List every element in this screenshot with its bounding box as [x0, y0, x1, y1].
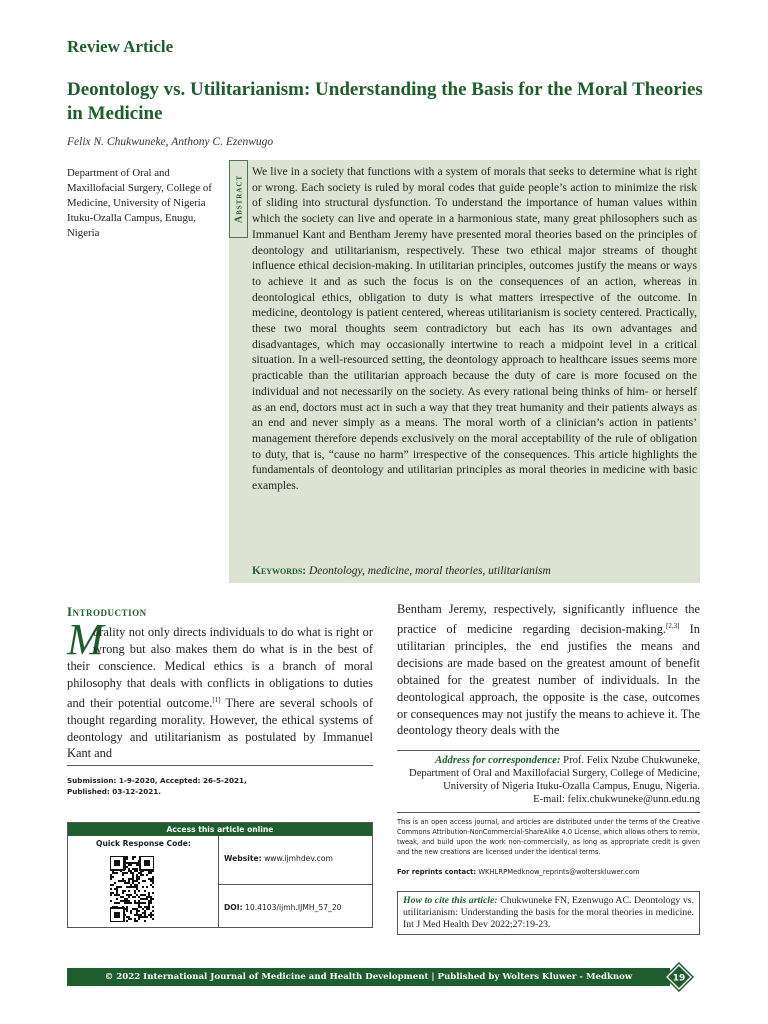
- website-link[interactable]: www.ijmhdev.com: [264, 854, 333, 863]
- divider: [397, 812, 700, 813]
- reprints-contact: [397, 868, 640, 876]
- divider: [67, 765, 373, 766]
- citation-box: [397, 891, 700, 935]
- qr-label: Quick Response Code:: [96, 839, 191, 848]
- correspondence-name: Prof. Felix Nzube Chukwuneke,: [563, 755, 700, 766]
- doi-link[interactable]: 10.4103/ijmh.IJMH_57_20: [245, 903, 342, 912]
- submission-dates: [67, 775, 247, 797]
- correspondence-address: [397, 754, 700, 806]
- correspondence-email[interactable]: E-mail: felix.chukwuneke@unn.edu.ng: [533, 794, 700, 805]
- keywords: [252, 565, 697, 577]
- reference-2-3[interactable]: [2,3]: [666, 621, 680, 630]
- abstract-label-text: Abstract: [233, 174, 244, 224]
- divider: [218, 836, 219, 928]
- authors: Felix N. Chukwuneke, Anthony C. Ezenwugo: [67, 136, 274, 148]
- intro-left-text: orality not only directs individuals to do what is right or wrong but also makes them do what is in the best of their conscience. Medical ethics is a branch of moral philosophy that deals with conflicts in obligations to duties and their potential outcome.: [67, 625, 373, 710]
- introduction-left-column: [67, 624, 373, 762]
- reprints-label: For reprints contact:: [397, 868, 477, 876]
- introduction-right-column: [397, 601, 700, 739]
- footer-text: © 2022 International Journal of Medicine and Health Development | Published by Wolters Kluwer - Medknow: [104, 972, 633, 982]
- article-title: Deontology vs. Utilitarianism: Understanding the Basis for the Moral Theories in Medicine: [67, 79, 703, 124]
- correspondence-label: Address for correspondence:: [435, 755, 561, 766]
- website-label: Website:: [224, 854, 262, 863]
- keywords-label: Keywords:: [252, 565, 307, 577]
- page-number-badge: [664, 962, 694, 992]
- intro-left-text-2: There are several schools of thought regarding morality. However, the ethical systems of deontology and utilitarianism as postulated by Immanuel Kant and: [67, 695, 373, 761]
- divider: [218, 884, 373, 885]
- drop-cap: M: [67, 615, 104, 664]
- affiliation: Department of Oral and Maxillofacial Surgery, College of Medicine, University of Nigeria Ituku-Ozalla Campus, Enugu, Nigeria: [67, 167, 212, 239]
- dates-line-2: Published: 03-12-2021.: [67, 787, 161, 796]
- website: [224, 854, 333, 863]
- intro-right-text: Bentham Jeremy, respectively, significantly influence the practice of medicine regarding decision-making.: [397, 602, 700, 637]
- keywords-value: Deontology, medicine, moral theories, utilitarianism: [309, 565, 551, 577]
- access-article-box: [67, 822, 373, 928]
- introduction-heading: Introduction: [67, 604, 147, 619]
- open-access-notice: This is an open access journal, and articles are distributed under the terms of the Creative Commons Attribution-NonCommercial-ShareAlike 4.0 License, which allows others to remix, tweak, and build upon the work non-commercially, as long as appropriate credit is given and the new creations are licensed under the identical terms.: [397, 818, 700, 856]
- article-type: Review Article: [67, 37, 174, 56]
- correspondence-line-3: University of Nigeria Ituku-Ozalla Campus, Enugu, Nigeria.: [443, 781, 700, 792]
- cite-label: How to cite this article:: [403, 895, 498, 906]
- reprints-email[interactable]: WKHLRPMedknow_reprints@wolterskluwer.com: [478, 868, 640, 876]
- abstract-text: We live in a society that functions with a system of morals that seeks to determine what is right or wrong. Each society is ruled by moral codes that guide people’s action to minimize the risk of sliding into structural dysfunction. To understand the importance of human values within which the society can live and operate in a harmonious state, many great philosophers such as Immanuel Kant and Bentham Jeremy have presented moral theories based on the principles of deontology and utilitarianism, respectively. These two ethical major streams of thought influence ethical decision-making. In utilitarian principles, outcomes justify the means or ways to achieve it and as such the focus is on the consequences of an action, whereas in deontological ethics, obligation to duty is what matters irrespective of the outcome. In medicine, deontology is patient centered, whereas utilitarianism is society centered. Practically, these two moral thoughts seem contradictory but each has its own advantages and disadvantages, which may occasionally intertwine to reach a midpoint level in a critical situation. In a well-resourced setting, the deontology approach to healthcare issues seems more practicable than the utilitarian approach because the duty of care is more focused on the individual and not necessarily on the society. As every rational being thinks of him- or herself as an end, doctors must act in such a way that they treat humanity and their patients always as an end and never simply as a means. The moral worth of a clinician’s action in patients’ management therefore depends exclusively on the moral acceptability of the rule of obligation to duty, that is, “cause no harm” irrespective of the consequences. This article highlights the fundamentals of deontology and utilitarian principles as moral theories in medicine with basic examples.: [252, 165, 697, 493]
- reference-1[interactable]: [1]: [212, 695, 221, 704]
- divider: [397, 750, 700, 751]
- qr-code-icon[interactable]: [110, 856, 154, 922]
- page-number: 19: [672, 973, 686, 984]
- correspondence-line-2: Department of Oral and Maxillofacial Surgery, College of Medicine,: [409, 768, 700, 779]
- access-header: Access this article online: [68, 823, 372, 836]
- abstract-label: [229, 160, 248, 238]
- cite-text: Chukwuneke FN, Ezenwugo AC. Deontology vs. utilitarianism: Understanding the basis for the moral theories in medicine. Int J Med Health Dev 2022;27:19-23.: [403, 895, 695, 930]
- intro-right-text-2: In utilitarian principles, the end justifies the means and decisions are made based on the greatest amount of benefit obtained for the greatest number of individuals. In the deontological approach, the opposite is the case, outcomes or consequences may not justify the means to achieve it. The deontology theory deals with the: [397, 622, 700, 738]
- doi-label: DOI:: [224, 903, 243, 912]
- dates-line-1: Submission: 1-9-2020, Accepted: 26-5-2021,: [67, 776, 247, 785]
- doi: [224, 903, 342, 912]
